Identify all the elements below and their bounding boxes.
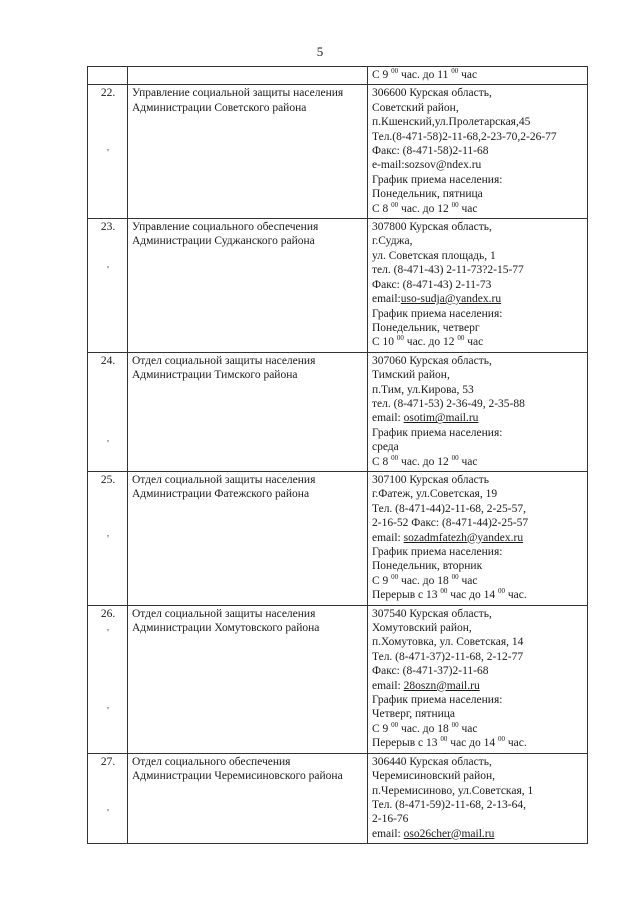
table-row (88, 67, 588, 85)
schedule-days: среда (372, 441, 399, 454)
phone-line: 2-16-76 (372, 813, 409, 826)
address-line: п.Черемисиново, ул.Советская, 1 (372, 784, 534, 797)
phone-line: Тел. (8-471-59)2-11-68, 2-13-64, (372, 798, 527, 811)
margin-mark: ' (107, 706, 109, 718)
table-row (88, 753, 588, 843)
row-number-cell (88, 471, 128, 605)
org-name-cell (128, 352, 368, 471)
row-number: 22. (100, 87, 116, 100)
org-name: Отдел социальной защиты населения Администрации Тимского района (132, 354, 316, 382)
org-name: Управление социальной защиты населения Администрации Советского района (132, 87, 344, 114)
phone-line: Тел.(8-471-58)2-11-68,2-23-70,2-26-77 (372, 130, 557, 143)
table-row (88, 85, 588, 219)
schedule-days: Четверг, пятница (372, 708, 456, 721)
row-number: 25. (100, 473, 116, 486)
email-line: email: oso26cher@mail.ru (372, 827, 495, 840)
schedule-days: Понедельник, четверг (372, 321, 480, 334)
contact-cell (368, 753, 588, 843)
hours-line: С 9 $^{00}$ час. до 11 $^{00}$ час (372, 67, 478, 81)
address-line: Черемисиновский район, (372, 770, 496, 783)
offices-table (87, 66, 588, 844)
hours-line: С 9 $^{00}$ час. до 18 $^{00}$ час (372, 720, 478, 735)
contact-cell (368, 219, 588, 353)
row-number: 24. (100, 354, 116, 367)
row-number-cell (88, 605, 128, 753)
margin-mark: ' (107, 534, 109, 546)
org-name-cell (128, 471, 368, 605)
phone-fax-line: 2-16-52 Факс: (8-471-44)2-25-57 (372, 517, 529, 530)
address-line: 307800 Курская область, (372, 221, 492, 234)
phone-line: Тел. (8-471-44)2-11-68, 2-25-57, (372, 502, 527, 515)
row-number: 23. (100, 221, 116, 234)
email-link[interactable]: uso-sudja@yandex.ru (400, 293, 502, 306)
email-link[interactable]: osotim@mail.ru (403, 412, 479, 425)
org-name-cell (128, 605, 368, 753)
address-line: 306440 Курская область, (372, 755, 492, 768)
address-line: Тимский район, (372, 369, 450, 382)
margin-mark: ' (107, 628, 109, 640)
table-row (88, 219, 588, 353)
org-name-cell (128, 219, 368, 353)
address-line: 306600 Курская область, (372, 87, 492, 100)
break-line: Перерыв с 13 $^{00}$ час до 14 $^{00}$ час. (372, 587, 527, 602)
schedule-days: Понедельник, вторник (372, 560, 483, 573)
page-number: 5 (316, 44, 324, 59)
org-name-cell (128, 753, 368, 843)
fax-line: Факс: (8-471-43) 2-11-73 (372, 278, 492, 291)
contact-cell (368, 471, 588, 605)
email-link[interactable]: sozadmfatezh@yandex.ru (403, 531, 524, 544)
email-link[interactable]: sozsov@ndex.ru (404, 159, 482, 172)
address-line: п.Хомутовка, ул. Советская, 14 (372, 636, 524, 649)
email-link[interactable]: oso26cher@mail.ru (403, 827, 495, 840)
hours-line: С 10 $^{00}$ час. до 12 $^{00}$ час (372, 334, 484, 349)
org-name: Управление социального обеспечения Администрации Суджанского района (132, 221, 319, 248)
org-name: Отдел социальной защиты населения Администрации Хомутовского района (132, 607, 320, 635)
table-row (88, 605, 588, 753)
address-line: г.Фатеж, ул.Советская, 19 (372, 488, 498, 501)
table-row (88, 471, 588, 605)
schedule-title: График приема населения: (372, 426, 503, 439)
org-name: Отдел социальной защиты населения Администрации Фатежского района (132, 473, 316, 501)
address-line: Советский район, (372, 101, 459, 114)
org-name-cell (128, 67, 368, 85)
email-line: email: osotim@mail.ru (372, 412, 479, 425)
schedule-title: График приема населения: (372, 307, 503, 320)
margin-mark: ' (107, 147, 109, 159)
email-line: email:uso-sudja@yandex.ru (372, 293, 502, 306)
email-link[interactable]: 28oszn@mail.ru (403, 679, 480, 692)
phone-line: тел. (8-471-43) 2-11-73?2-15-77 (372, 264, 524, 277)
org-name: Отдел социального обеспечения Администрации Черемисиновского района (132, 755, 343, 783)
email-line: e-mail:sozsov@ndex.ru (372, 159, 482, 172)
margin-mark: ' (107, 265, 109, 277)
phone-line: Тел. (8-471-37)2-11-68, 2-12-77 (372, 650, 524, 663)
contact-cell (368, 85, 588, 219)
row-number: 26. (100, 607, 116, 620)
margin-mark: ' (107, 808, 109, 820)
address-line: 307060 Курская область, (372, 354, 492, 367)
address-line: Хомутовский район, (372, 622, 472, 635)
schedule-days: Понедельник, пятница (372, 188, 483, 201)
fax-line: Факс: (8-471-58)2-11-68 (372, 145, 489, 158)
row-number-cell (88, 219, 128, 353)
schedule-title: График приема населения: (372, 694, 503, 707)
contact-cell (368, 67, 588, 85)
row-number-cell (88, 85, 128, 219)
hours-line: С 8 $^{00}$ час. до 12 $^{00}$ час (372, 453, 478, 468)
table-row (88, 352, 588, 471)
fax-line: Факс: (8-471-37)2-11-68 (372, 665, 489, 678)
address-line: п.Кшенский,ул.Пролетарская,45 (372, 116, 531, 129)
org-name-cell (128, 85, 368, 219)
contact-cell (368, 352, 588, 471)
row-number: 27. (100, 755, 116, 768)
address-line: г.Суджа, (372, 235, 413, 248)
address-line: п.Тим, ул.Кирова, 53 (372, 383, 474, 396)
break-line: Перерыв с 13 $^{00}$ час до 14 $^{00}$ час. (372, 735, 527, 750)
schedule-title: График приема населения: (372, 546, 503, 558)
address-line: 307540 Курская область, (372, 607, 492, 620)
margin-mark: ' (107, 439, 109, 451)
contact-cell (368, 605, 588, 753)
email-line: email: sozadmfatezh@yandex.ru (372, 531, 524, 544)
hours-line: С 8 $^{00}$ час. до 12 $^{00}$ час (372, 200, 478, 215)
row-number-cell (88, 352, 128, 471)
address-line: ул. Советская площадь, 1 (372, 249, 496, 262)
address-line: 307100 Курская область (372, 473, 489, 486)
email-line: email: 28oszn@mail.ru (372, 679, 480, 692)
row-number-cell (88, 67, 128, 85)
row-number-cell (88, 753, 128, 843)
hours-line: С 9 $^{00}$ час. до 18 $^{00}$ час (372, 572, 478, 587)
phone-line: тел. (8-471-53) 2-36-49, 2-35-88 (372, 397, 525, 410)
schedule-title: График приема населения: (372, 173, 503, 186)
